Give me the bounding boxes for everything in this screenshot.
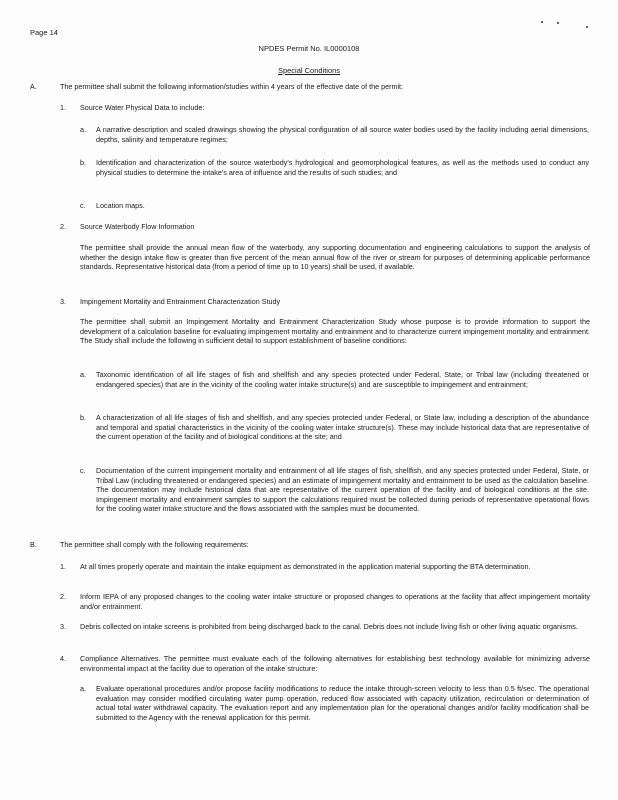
a1-number: 1. xyxy=(60,103,66,112)
a3b-text: A characterization of all life stages of fish and shellfish, and any species protected under Federal, or State law, including a description of the abundance and temporal and spatial characteristics in the vicinity of the cooling water intake structure(s). These may include historical data that are representative of the current operation of the facility and of biological conditions at the site; and xyxy=(96,413,589,442)
b2-number: 2. xyxy=(60,592,66,601)
a1a-text: A narrative description and scaled drawings showing the physical configuration of all source water bodies used by the facility including aerial dimensions, depths, salinity and temperature regimes; xyxy=(96,125,589,144)
a1-heading: Source Water Physical Data to include: xyxy=(80,103,205,112)
a1c-text: Location maps. xyxy=(96,201,145,210)
a3b-letter: b. xyxy=(80,413,86,422)
section-b-letter: B. xyxy=(30,540,37,549)
a3c-letter: c. xyxy=(80,466,86,475)
a3-heading: Impingement Mortality and Entrainment Characterization Study xyxy=(80,297,281,306)
section-a-letter: A. xyxy=(30,82,37,91)
scan-speck xyxy=(586,26,588,28)
b4a-text: Evaluate operational procedures and/or propose facility modifications to reduce the intake through-screen velocity to less than 0.5 ft/sec. The operational evaluation may consider modified circulating water pump operation, reduced flow associated with capacity utilization, recirculation or determination of actual total water withdrawal capacity. The evaluation report and any implementation plan for the operational changes and/or facility modification shall be submitted to the Agency with the renewal application for this permit. xyxy=(96,684,589,722)
a1b-text: Identification and characterization of the source waterbody's hydrological and geomorphological features, as well as the methods used to conduct any physical studies to determine the intake's area of influence and the results of such studies; and xyxy=(96,158,589,177)
section-b-intro: The permittee shall comply with the following requirements: xyxy=(60,540,249,549)
b4-text: Compliance Alternatives. The permittee must evaluate each of the following alternatives for establishing best technology available for minimizing adverse environmental impact at the facility due to operation of the intake structure: xyxy=(80,654,590,673)
a3-number: 3. xyxy=(60,297,66,306)
b1-number: 1. xyxy=(60,562,66,571)
a3a-text: Taxonomic identification of all life stages of fish and shellfish and any species protected under Federal, State, or Tribal law (including threatened or endangered species) that are in the vicinity of the cooling water intake structure(s) and are susceptible to impingement and entrainment; xyxy=(96,370,589,389)
a3c-text: Documentation of the current impingement mortality and entrainment of all life stages of fish, shellfish, and any species protected under Federal, State, or Tribal Law (including threatened or endangered species) and an estimate of impingement mortality and entrainment to be used as the calculation baseline. The documentation may include historical data that are representative of the current operation of the facility and of biological conditions at the site. Impingement mortality and entrainment samples to support the calculations required must be collected during periods of representative operational flows for the cooling water intake structure and the flows associated with the samples must be documented. xyxy=(96,466,589,514)
b1-text: At all times properly operate and maintain the intake equipment as demonstrated in the application material supporting the BTA determination. xyxy=(80,562,531,571)
a1a-letter: a. xyxy=(80,125,86,134)
b3-number: 3. xyxy=(60,622,66,631)
page-title: Special Conditions xyxy=(277,66,341,75)
b4-number: 4. xyxy=(60,654,66,663)
page-number: Page 14 xyxy=(30,28,58,37)
permit-number: NPDES Permit No. IL0000108 xyxy=(258,44,360,53)
section-a-intro: The permittee shall submit the following information/studies within 4 years of the effective date of the permit: xyxy=(60,82,404,91)
a2-text: The permittee shall provide the annual mean flow of the waterbody, any supporting documentation and engineering calculations to support the analysis of whether the design intake flow is greater than five percent of the mean annual flow of the river or stream for purposes of determining applicable performance standards. Representative historical data (from a period of time up to 10 years) shall be used, if available. xyxy=(80,243,590,272)
b4a-letter: a. xyxy=(80,684,86,693)
a1b-letter: b. xyxy=(80,158,86,167)
a2-number: 2. xyxy=(60,222,66,231)
scan-speck xyxy=(557,22,559,24)
a3a-letter: a. xyxy=(80,370,86,379)
b3-text: Debris collected on intake screens is prohibited from being discharged back to the canal. Debris does not include living fish or other living aquatic organisms. xyxy=(80,622,578,631)
b2-text: Inform IEPA of any proposed changes to the cooling water intake structure or proposed changes to operations at the facility that affect impingement mortality and/or entrainment. xyxy=(80,592,590,611)
a3-text: The permittee shall submit an Impingement Mortality and Entrainment Characterization Study whose purpose is to provide information to support the development of a calculation baseline for evaluating impingement mortality and entrainment and to characterize current impingement mortality and entrainment. The Study shall include the following in sufficient detail to support establishment of baseline conditions: xyxy=(80,317,590,346)
a2-heading: Source Waterbody Flow Information xyxy=(80,222,195,231)
a1c-letter: c. xyxy=(80,201,86,210)
scan-speck xyxy=(541,21,543,23)
